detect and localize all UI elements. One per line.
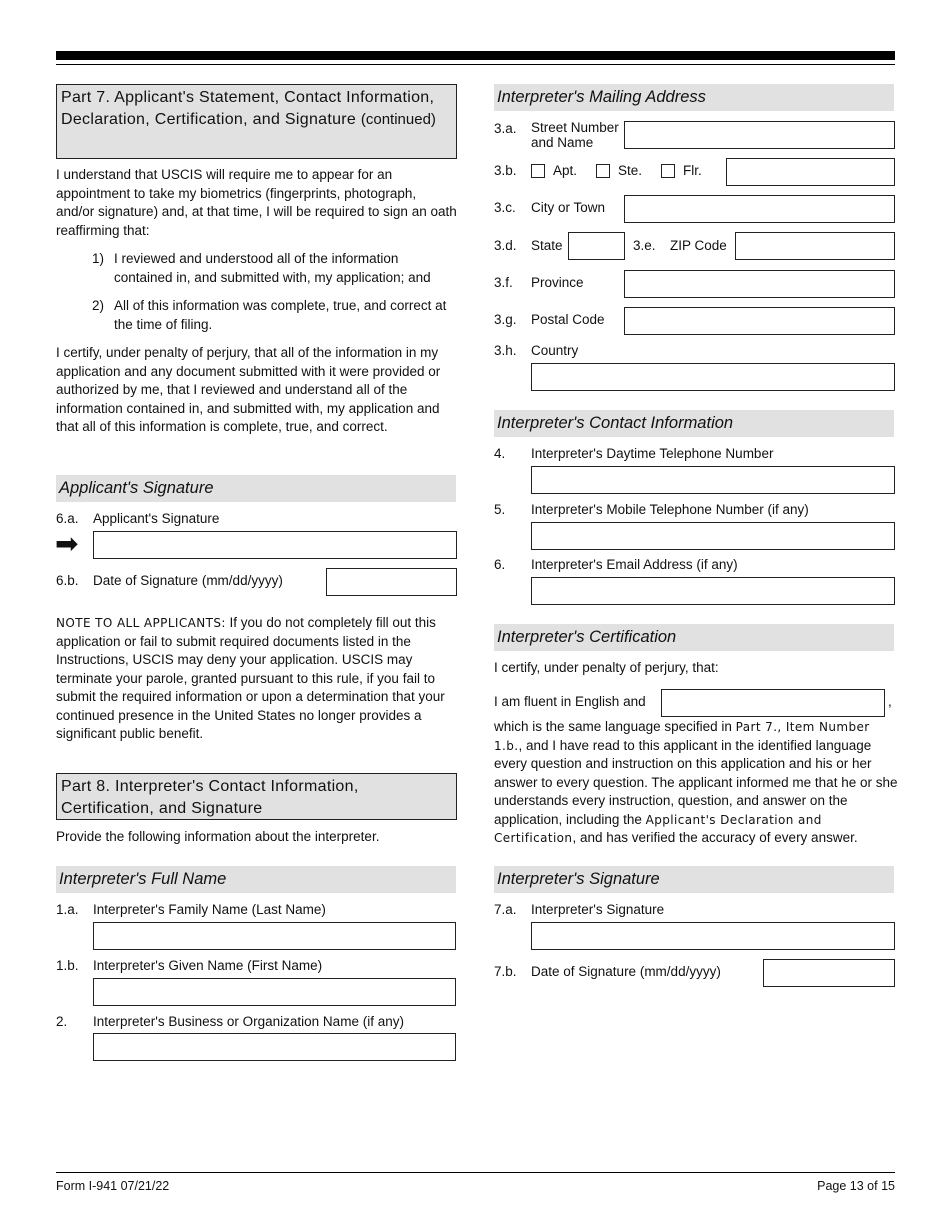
unit-number-field[interactable] xyxy=(726,158,895,186)
interpreter-signature-label: Interpreter's Signature xyxy=(531,902,665,917)
certification-line1: I certify, under penalty of perjury, that: xyxy=(494,660,719,675)
interpreter-signature-date-label: Date of Signature (mm/dd/yyyy) xyxy=(531,964,721,979)
form-id: Form I-941 07/21/22 xyxy=(56,1179,170,1193)
daytime-phone-label: Interpreter's Daytime Telephone Number xyxy=(531,446,774,461)
item-number: 6.a. xyxy=(56,511,79,526)
zip-field[interactable] xyxy=(735,232,895,260)
list-text: All of this information was complete, true, and correct at the time of filing. xyxy=(114,298,447,332)
header-rule-thin xyxy=(56,64,895,65)
interpreter-signature-date-field[interactable] xyxy=(763,959,895,987)
list-number: 1) xyxy=(92,251,105,266)
part7-intro: I understand that USCIS will require me to appear for an appointment to take my biometrics (fingerprints, photograph, and/or signature) and, at that time, I will be required to sign an oath reaffirming that: xyxy=(56,167,457,238)
given-name-field[interactable] xyxy=(93,978,456,1006)
part8-title: Part 8. Interpreter's Contact Information, Certification, and Signature xyxy=(61,778,359,817)
ste-label: Ste. xyxy=(618,163,643,178)
applicant-signature-field[interactable] xyxy=(93,531,457,559)
applicant-signature-header: Applicant's Signature xyxy=(56,475,456,502)
flr-checkbox[interactable] xyxy=(661,164,675,178)
item-number: 7.a. xyxy=(494,902,517,917)
part7-list-item-1 xyxy=(92,250,458,287)
cert-text-2: , and I have read to this applicant in the identified language every question and instruction on this application and his or her answer to every question. The applicant informed me that he or she understands every instruction, question, and answer on the application, including the xyxy=(494,737,898,827)
item-number: 3.b. xyxy=(494,163,517,178)
cert-ref-2: Applicant's Declaration and Certification xyxy=(494,812,822,845)
cert-ref-1: Part 7., Item Number 1.b. xyxy=(494,720,870,753)
contact-info-header: Interpreter's Contact Information xyxy=(494,410,894,437)
country-field[interactable] xyxy=(531,363,895,391)
street-label-line2: and Name xyxy=(531,135,594,150)
item-number: 6. xyxy=(494,557,506,572)
item-number: 1.b. xyxy=(56,958,79,973)
given-name-label: Interpreter's Given Name (First Name) xyxy=(93,958,323,973)
zip-label: ZIP Code xyxy=(670,238,727,253)
state-label: State xyxy=(531,238,563,253)
header-rule-thick xyxy=(56,51,895,60)
certification-header: Interpreter's Certification xyxy=(494,624,894,651)
certification-statement xyxy=(494,718,899,848)
apt-label: Apt. xyxy=(553,163,578,178)
province-label: Province xyxy=(531,275,584,290)
interpreter-signature-field[interactable] xyxy=(531,922,895,950)
note-text: If you do not completely fill out this application or fail to submit required documents listed in the Instructions, USCIS may deny your application. USCIS may terminate your parole, granted pursuant to this rule, if you fail to submit the required information or upon a determination that your continued presence in the United States no longer provides a significant public benefit. xyxy=(56,615,445,741)
mailing-address-header: Interpreter's Mailing Address xyxy=(494,84,894,111)
mobile-phone-field[interactable] xyxy=(531,522,895,550)
language-field[interactable] xyxy=(661,689,885,717)
list-number: 2) xyxy=(92,298,105,313)
daytime-phone-field[interactable] xyxy=(531,466,895,494)
province-field[interactable] xyxy=(624,270,895,298)
part7-title: Part 7. Applicant's Statement, Contact Information, Declaration, Certification, and Signature xyxy=(61,89,435,128)
postal-label: Postal Code xyxy=(531,312,605,327)
cert-text-3: , and has verified the accuracy of every answer. xyxy=(572,830,858,845)
ste-checkbox[interactable] xyxy=(596,164,610,178)
organization-name-field[interactable] xyxy=(93,1033,456,1061)
item-number: 5. xyxy=(494,502,506,517)
full-name-header: Interpreter's Full Name xyxy=(56,866,456,893)
family-name-label: Interpreter's Family Name (Last Name) xyxy=(93,902,326,917)
comma: , xyxy=(888,694,892,709)
applicant-signature-date-field[interactable] xyxy=(326,568,457,596)
note-lead: NOTE TO ALL APPLICANTS: xyxy=(56,616,226,630)
item-number: 4. xyxy=(494,446,506,461)
part7-header xyxy=(56,84,457,159)
part7-certify: I certify, under penalty of perjury, that all of the information in my application and any document submitted with it were provided or authorized by me, that I reviewed and understand all of the information contained in, and submitted with, my application and that all of this information is complete, true, and correct. xyxy=(56,345,441,434)
country-label: Country xyxy=(531,343,579,358)
item-number: 3.g. xyxy=(494,312,517,327)
apt-checkbox[interactable] xyxy=(531,164,545,178)
city-label: City or Town xyxy=(531,200,606,215)
applicant-signature-date-label: Date of Signature (mm/dd/yyyy) xyxy=(93,573,283,588)
street-field[interactable] xyxy=(624,121,895,149)
footer-rule xyxy=(56,1172,895,1173)
street-label-line1: Street Number xyxy=(531,120,619,135)
applicant-signature-label: Applicant's Signature xyxy=(93,511,220,526)
part7-list-item-2 xyxy=(92,297,458,334)
postal-field[interactable] xyxy=(624,307,895,335)
item-number: 7.b. xyxy=(494,964,517,979)
state-field[interactable] xyxy=(568,232,625,260)
page-number: Page 13 of 15 xyxy=(817,1179,895,1193)
arrow-right-icon: ➡ xyxy=(55,527,79,560)
street-label xyxy=(531,120,619,150)
organization-name-label: Interpreter's Business or Organization Name (if any) xyxy=(93,1014,404,1029)
item-number: 3.a. xyxy=(494,121,517,136)
flr-label: Flr. xyxy=(683,163,702,178)
cert-text-1: which is the same language specified in xyxy=(494,719,736,734)
family-name-field[interactable] xyxy=(93,922,456,950)
item-number: 3.h. xyxy=(494,343,517,358)
city-field[interactable] xyxy=(624,195,895,223)
item-number: 1.a. xyxy=(56,902,79,917)
item-number: 3.d. xyxy=(494,238,517,253)
part8-intro: Provide the following information about the interpreter. xyxy=(56,829,380,844)
item-number: 3.e. xyxy=(633,238,656,253)
item-number: 6.b. xyxy=(56,573,79,588)
fluent-label: I am fluent in English and xyxy=(494,694,646,709)
item-number: 3.c. xyxy=(494,200,516,215)
item-number: 2. xyxy=(56,1014,68,1029)
item-number: 3.f. xyxy=(494,275,513,290)
note-to-applicants xyxy=(56,614,459,744)
email-field[interactable] xyxy=(531,577,895,605)
part7-title-continued: (continued) xyxy=(360,111,436,128)
mobile-phone-label: Interpreter's Mobile Telephone Number (if any) xyxy=(531,502,809,517)
list-text: I reviewed and understood all of the information contained in, and submitted with, my application; and xyxy=(114,251,431,285)
part8-header xyxy=(56,773,457,820)
interpreter-signature-header: Interpreter's Signature xyxy=(494,866,894,893)
email-label: Interpreter's Email Address (if any) xyxy=(531,557,738,572)
